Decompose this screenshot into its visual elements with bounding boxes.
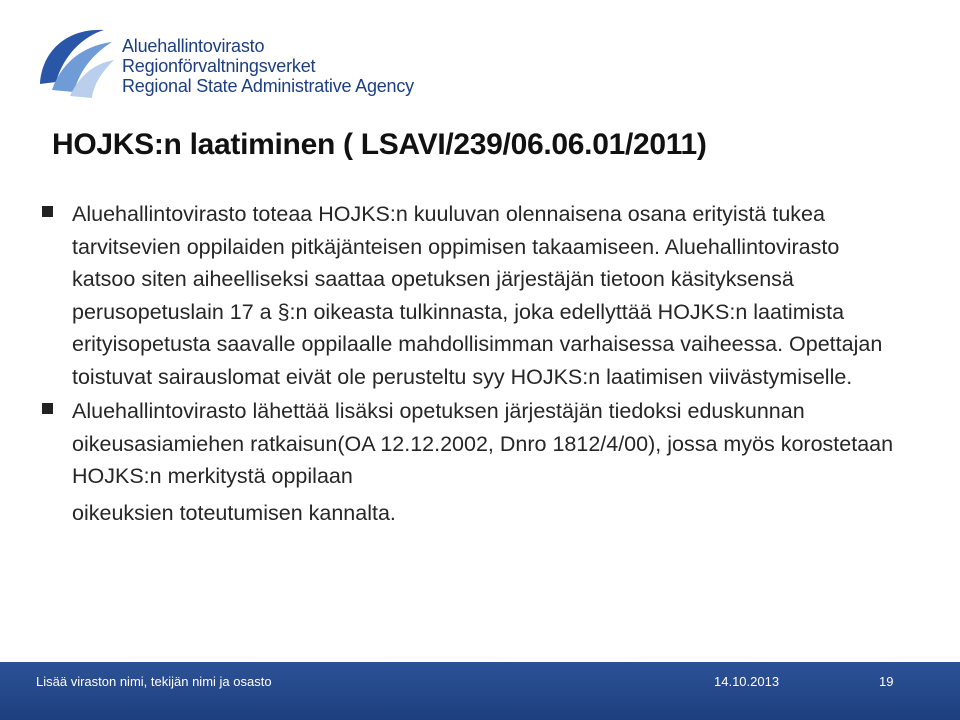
agency-name <box>122 36 414 96</box>
square-bullet-icon <box>42 403 53 414</box>
footer-date: 14.10.2013 <box>714 674 780 689</box>
bullet-text: Aluehallintovirasto lähettää lisäksi opetuksen järjestäjän tiedoksi eduskunnan oikeusasiamiehen ratkaisun(OA 12.12.2002, Dnro 1812/4/00), jossa myös korostetaan HOJKS:n merkitystä oppilaan <box>72 399 894 488</box>
agency-emblem-icon <box>34 22 118 102</box>
bullet-list <box>40 198 900 529</box>
footer-page-number: 19 <box>879 674 894 689</box>
agency-name-finnish: Aluehallintovirasto <box>122 36 265 56</box>
square-bullet-icon <box>42 206 53 217</box>
bullet-text-last-line: oikeuksien toteutumisen kannalta. <box>72 500 396 525</box>
bullet-item <box>40 395 900 529</box>
agency-name-english: Regional State Administrative Agency <box>122 76 414 96</box>
footer-bar <box>0 662 960 720</box>
slide-title: HOJKS:n laatiminen ( LSAVI/239/06.06.01/2011) <box>52 128 707 161</box>
bullet-item <box>40 198 900 393</box>
agency-name-swedish: Regionförvaltningsverket <box>122 56 316 76</box>
agency-logo <box>34 22 414 102</box>
footer-author-text: Lisää viraston nimi, tekijän nimi ja osasto <box>36 674 272 689</box>
bullet-text: Aluehallintovirasto toteaa HOJKS:n kuuluvan olennaisena osana erityistä tukea tarvitsevien oppilaiden pitkäjänteisen oppimisen takaamiseen. Aluehallintovirasto katsoo siten aiheelliseksi saattaa opetuksen järjestäjän tietoon käsityksensä perusopetuslain 17 a §:n oikeasta tulkinnasta, joka edellyttää HOJKS:n laatimista erityisopetusta saavalle oppilaalle mahdollisimman varhaisessa vaiheessa. Opettajan toistuvat sairauslomat eivät ole perusteltu syy HOJKS:n laatimisen viivästymiselle. <box>72 202 883 389</box>
